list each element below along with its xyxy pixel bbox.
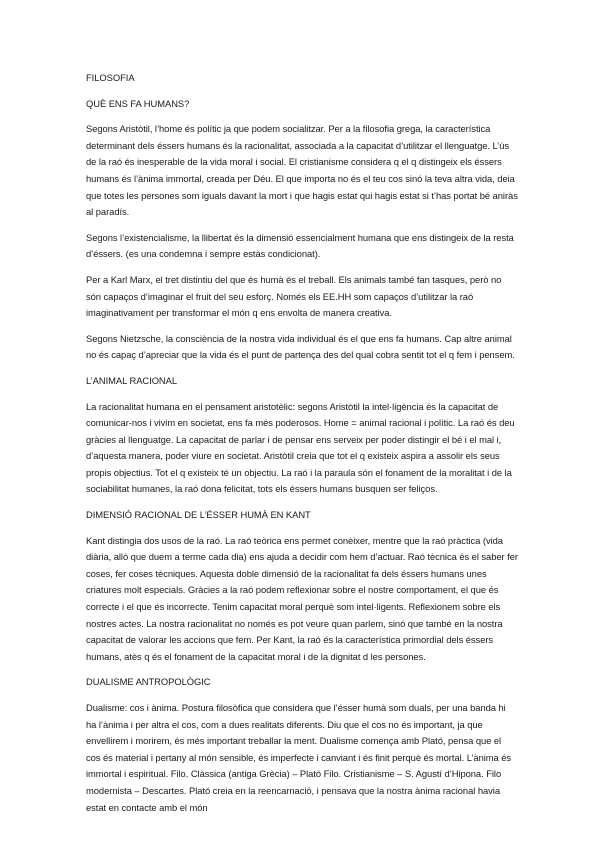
document-title: FILOSOFIA xyxy=(86,72,135,83)
paragraph: Per a Karl Marx, el tret distintiu del que és humà és el treball. Els animals també fan tasques, però no són capaços d’imaginar el fruit del seu esforç. Només els EE.HH som capaços d’utilitzar la raó imaginativament per transformar el món q ens envolta de manera creativa. xyxy=(86,273,502,319)
paragraph: Segons Aristòtil, l’home és polític ja que podem socialitzar. Per a la filosofia grega, la característica determinant dels éssers humans és la racionalitat, associada a la capacitat d’utilitzar el llenguatge. L’ús de la raó és inesperable de la vida moral i social. El cristianisme considera q el q distingeix els éssers humans és l’ànima immortal, creada per Déu. El que importa no és el teu cos sinó la teva altra vida, deia que totes les persones som iguals davant la mort i que hagis estat qui hagis estat si t’has portat bé aniràs al paradís. xyxy=(86,123,518,218)
section-heading: QUÈ ENS FA HUMANS? xyxy=(86,97,190,109)
document-page xyxy=(86,70,518,825)
paragraph: Dualisme: cos i ànima. Postura filosòfica que considera que l’ésser humà som duals, per una banda hi ha l’ànima i per altra el cos, com a dues realitats diferents. Diu que el cos no és important, ja que envellirem i morirem, és més important treballar la ment. Dualisme comença amb Plató, pensa que el cos és material i pertany al món sensible, és imperfecte i canviant i és finit perquè és mortal. L’ànima és immortal i espiritual. Filo. Clàssica (antiga Grècia) – Plató Filo. Cristianisme – S. Agustí d’Hipona. Filo modernista – Descartes. Plató creia en la reencarnació, i pensava que la nostra ànima racional havia estat en contacte amb el món xyxy=(86,702,512,813)
paragraph: Kant distingia dos usos de la raó. La raó teòrica ens permet conèixer, mentre que la raó pràctica (vida diària, allò que duem a terme cada dia) ens ajuda a decidir com hem d’actuar. Raó tècnica és el saber fer coses, fer coses tècniques. Aquesta doble dimensió de la racionalitat fa dels éssers humans unes criatures molt especials. Gràcies a la raó podem reflexionar sobre el nostre comportament, el que és correcte i el que és incorrecte. Tenim capacitat moral perquè som intel·ligents. Reflexionem sobre els nostres actes. La nostra racionalitat no només es pot veure quan parlem, sinó que també en la nostra capacitat de valorar les accions que fem. Per Kant, la raó és la característica primordial dels éssers humans, atès q és el fonament de la capacitat moral i de la dignitat d les persones. xyxy=(86,534,518,662)
paragraph: Segons l’existencialisme, la llibertat és la dimensió essencialment humana que ens distingeix de la resta d’éssers. (es una condemna i sempre estàs condicionat). xyxy=(86,231,514,260)
paragraph: La racionalitat humana en el pensament aristotèlic: segons Aristòtil la intel·ligència és la capacitat de comunicar-nos i vivim en societat, ens fa més poderosos. Home = animal racional i polític. La raó és deu gràcies al llenguatge. La capacitat de parlar i de pensar ens serveix per poder distingir el bé i el mal i, d’aquesta manera, poder viure en societat. Aristòtil creia que tot el q existeix aspira a assolir els seus propis objectius. Tot el q existeix té un objectiu. La raó i la paraula són el fonament de la moralitat i de la sociabilitat humanes, la raó dona felicitat, tots els éssers humans busquen ser feliços. xyxy=(86,400,515,495)
section-heading: DUALISME ANTROPOLÒGIC xyxy=(86,676,211,688)
paragraph: Segons Nietzsche, la consciència de la nostra vida individual és el que ens fa humans. Cap altre animal no és capaç d’apreciar que la vida és el punt de partença des del qual cobra sentit tot el q fem i pensem. xyxy=(86,332,515,361)
section-heading: L’ANIMAL RACIONAL xyxy=(86,374,178,386)
section-heading: DIMENSIÓ RACIONAL DE L’ÉSSER HUMÀ EN KANT xyxy=(86,509,311,521)
